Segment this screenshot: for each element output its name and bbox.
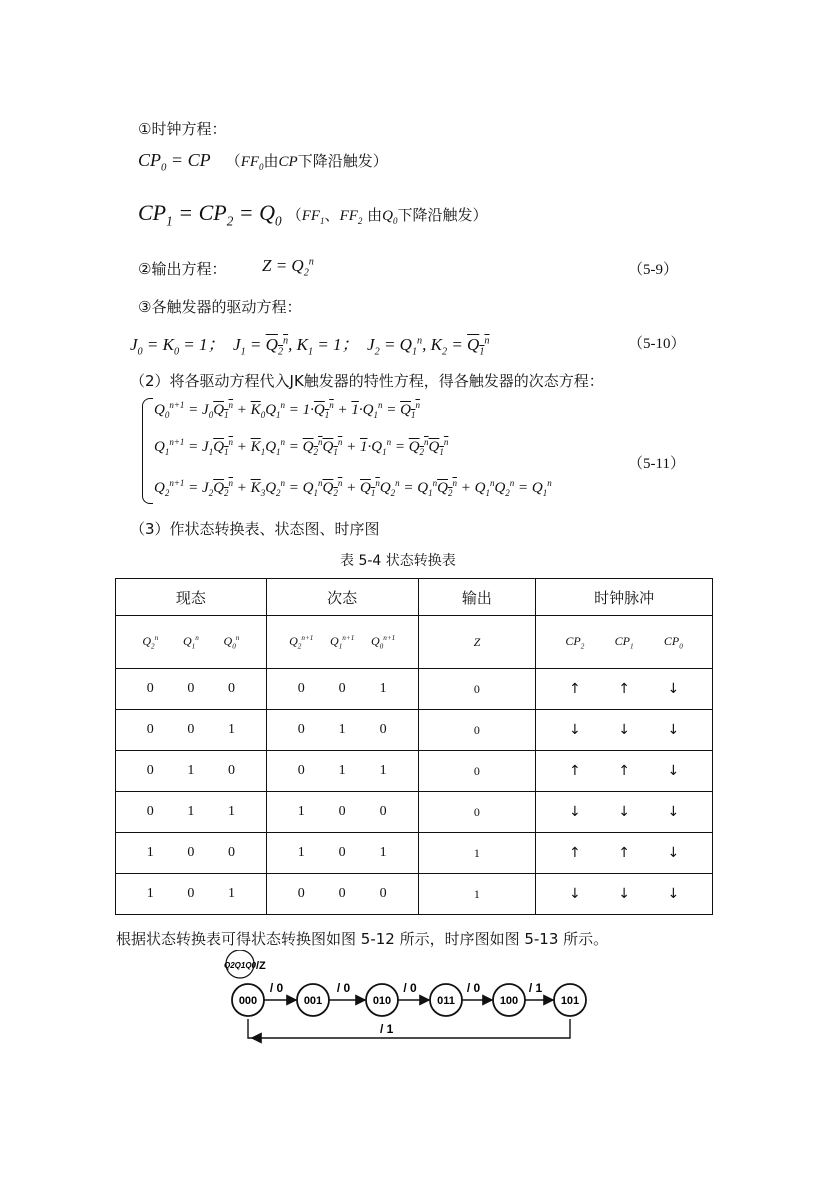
table-caption: 表 5-4 状态转换表 — [340, 553, 456, 569]
clock-cell: ↓ ↓ ↓ — [536, 874, 713, 915]
equation-brace — [142, 398, 153, 504]
header-next-state: 次态 — [266, 579, 418, 616]
state-label: 001 — [303, 995, 323, 1007]
present-state-cell: 0 0 0 — [116, 669, 267, 710]
subheader-next: $Q_2^{n+1}$ $Q_1^{n+1}$ $Q_0^{n+1}$ — [266, 616, 418, 669]
table-row — [116, 751, 713, 792]
header-clock: 时钟脉冲 — [536, 579, 713, 616]
next-state-cell: 1 0 1 — [266, 833, 418, 874]
output-cell: 1 — [418, 874, 536, 915]
present-state-cell: 0 1 0 — [116, 751, 267, 792]
transition-label: / 0 — [336, 981, 351, 995]
clock-cell: ↑ ↑ ↓ — [536, 751, 713, 792]
transition-label: / 0 — [466, 981, 481, 995]
header-output: 输出 — [418, 579, 536, 616]
header-present-state: 现态 — [116, 579, 267, 616]
table-row — [116, 792, 713, 833]
after-table-text: 根据状态转换表可得状态转换图如图 5-12 所示，时序图如图 5-13 所示。 — [116, 930, 609, 948]
present-state-cell: 1 0 1 — [116, 874, 267, 915]
state-label: 010 — [372, 995, 392, 1007]
output-cell: 0 — [418, 751, 536, 792]
table-row — [116, 833, 713, 874]
legend-output-label: /Z — [256, 960, 266, 972]
clock-cell: ↑ ↑ ↓ — [536, 669, 713, 710]
present-state-cell: 0 1 1 — [116, 792, 267, 833]
subheader-clock: $CP_2$ $CP_1$ $CP_0$ — [536, 616, 713, 669]
present-state-cell: 0 0 1 — [116, 710, 267, 751]
state-label: 011 — [437, 995, 455, 1007]
subheader-present: $Q_2^n$ $Q_1^n$ $Q_0^n$ — [116, 616, 267, 669]
equation-number-5-11: （5-11） — [628, 456, 685, 472]
next-state-cell: 0 1 0 — [266, 710, 418, 751]
table-row — [116, 874, 713, 915]
output-cell: 1 — [418, 833, 536, 874]
equation-number-5-9: （5-9） — [628, 262, 678, 278]
state-label: 101 — [560, 995, 580, 1007]
output-cell: 0 — [418, 792, 536, 833]
return-edge — [248, 1019, 570, 1038]
next-state-cell: 0 0 0 — [266, 874, 418, 915]
transition-label: / 1 — [528, 981, 543, 995]
clock-equation-heading: ①时钟方程： — [138, 120, 227, 138]
table-row — [116, 710, 713, 751]
next-state-eq-q0: $Q_0^{n+1} = J_0Q_1^n + \overline{K}_0Q_1^n = 1\cdot Q_1^n + 1\cdot Q_1^n = Q_1^n$ — [154, 400, 420, 420]
state-transition-table — [115, 578, 713, 915]
next-state-eq-q1: $Q_1^{n+1} = J_1Q_1^n + \overline{K}_1Q_1^n = Q_2^nQ_1^n + 1\cdot Q_1^n = Q_2^nQ_1^n$ — [154, 437, 449, 457]
drive-equation-heading: ③各触发器的驱动方程： — [138, 298, 302, 316]
legend — [224, 950, 266, 978]
clock-cell: ↓ ↓ ↓ — [536, 792, 713, 833]
state-label: 100 — [499, 995, 519, 1007]
subheader-output: Z — [418, 616, 536, 669]
transition-label: / 0 — [269, 981, 284, 995]
next-state-cell: 0 1 1 — [266, 751, 418, 792]
state-diagram — [220, 950, 600, 1045]
clock-equation-cp12: $CP_1 = CP_2 = Q_0$ （$FF_1$、$FF_2$ 由$Q_0$下降沿触发） — [138, 200, 488, 229]
clock-cell: ↓ ↓ ↓ — [536, 710, 713, 751]
state-label: 000 — [238, 995, 258, 1007]
next-state-eq-q2: $Q_2^{n+1} = J_2Q_2^n + \overline{K}_3Q_2^n = Q_1^nQ_2^n + Q_1^nQ_2^n = Q_1^nQ_2^n + Q_1^nQ_2^n = Q_1^n$ — [154, 478, 552, 498]
clock-equation-cp0: $CP_0$ = CP （$FF_0$由CP下降沿触发） — [138, 150, 388, 174]
next-state-cell: 1 0 0 — [266, 792, 418, 833]
output-equation-heading: ②输出方程： — [138, 260, 227, 278]
output-cell: 0 — [418, 710, 536, 751]
present-state-cell: 1 0 0 — [116, 833, 267, 874]
clock-cell: ↑ ↑ ↓ — [536, 833, 713, 874]
table-row — [116, 669, 713, 710]
return-label: / 1 — [380, 1022, 394, 1036]
legend-state-label: Q2Q1Q0 — [223, 961, 257, 970]
drive-equations: $J_0 = K_0 = 1$； $J_1 = Q_2^n$, $K_1 = 1$； $J_2 = Q_1^n$, $K_2 = Q_1^n$ — [130, 335, 490, 358]
output-equation: $Z = Q_2^n$ — [262, 256, 314, 279]
output-cell: 0 — [418, 669, 536, 710]
step3-text: （3）作状态转换表、状态图、时序图 — [130, 520, 380, 538]
step2-text: （2）将各驱动方程代入JK触发器的特性方程，得各触发器的次态方程： — [130, 372, 604, 390]
next-state-cell: 0 0 1 — [266, 669, 418, 710]
equation-number-5-10: （5-10） — [628, 336, 686, 352]
transition-label: / 0 — [403, 981, 417, 995]
